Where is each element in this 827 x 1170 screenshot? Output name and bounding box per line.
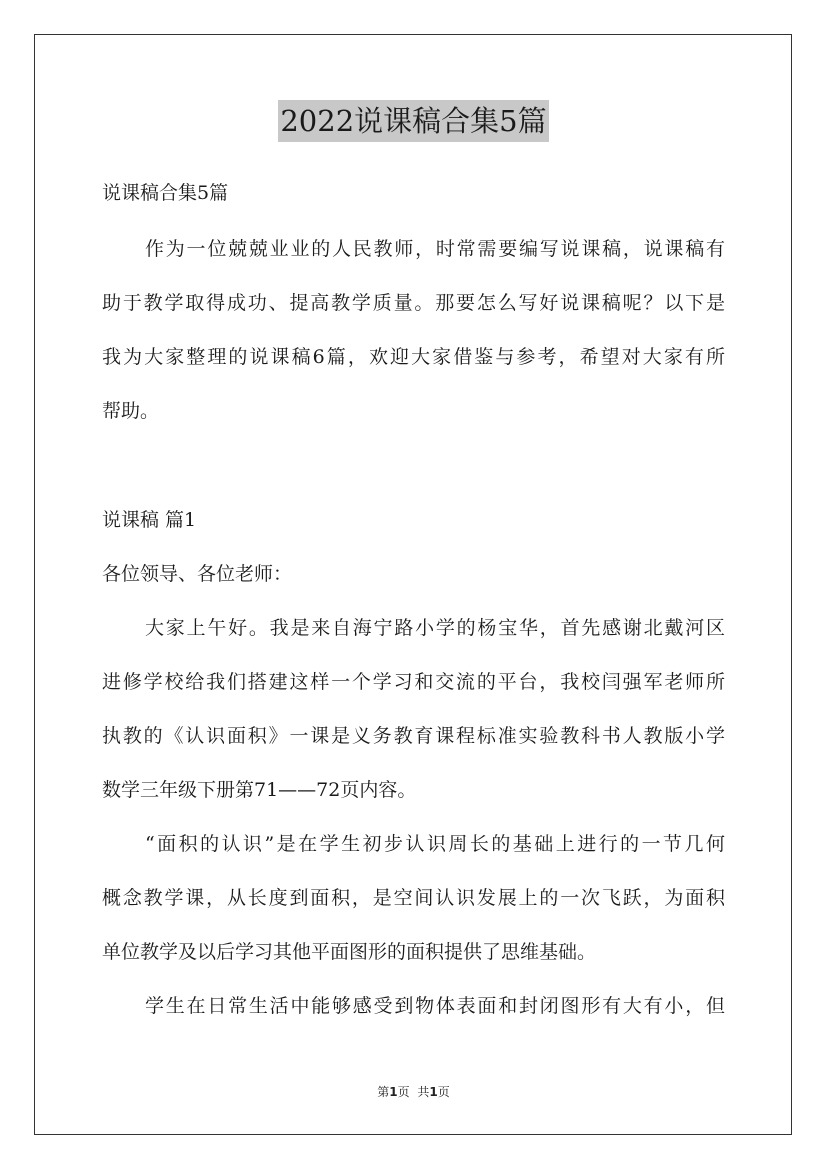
para3-line-1: 学生在日常生活中能够感受到物体表面和封闭图形有大有小，但 — [145, 995, 725, 1017]
para1-line-2: 进修学校给我们搭建这样一个学习和交流的平台，我校闫强军老师所 — [102, 671, 725, 693]
para1-line-1: 大家上午好。我是来自海宁路小学的杨宝华，首先感谢北戴河区 — [145, 617, 725, 639]
footer-page-prefix: 第 — [377, 1085, 390, 1099]
intro-line-3: 我为大家整理的说课稿6篇，欢迎大家借鉴与参考，希望对大家有所 — [102, 346, 725, 368]
para1-line-4: 数学三年级下册第71——72页内容。 — [102, 779, 417, 801]
page-footer — [0, 1083, 827, 1100]
footer-page-suffix: 页 — [397, 1085, 410, 1099]
para2-line-2: 概念教学课，从长度到面积，是空间认识发展上的一次飞跃，为面积 — [102, 887, 725, 909]
footer-total-number: 1 — [429, 1085, 438, 1099]
para1-line-3: 执教的《认识面积》一课是义务教育课程标准实验教科书人教版小学 — [102, 725, 725, 747]
title-container — [0, 100, 827, 142]
footer-total-suffix: 页 — [437, 1085, 450, 1099]
intro-line-2: 助于教学取得成功、提高教学质量。那要怎么写好说课稿呢？以下是 — [102, 292, 725, 314]
para2-line-3: 单位教学及以后学习其他平面图形的面积提供了思维基础。 — [102, 941, 597, 963]
salutation: 各位领导、各位老师： — [102, 563, 293, 585]
section-heading: 说课稿 篇1 — [102, 509, 197, 531]
footer-page-number: 1 — [389, 1085, 398, 1099]
footer-total-prefix: 共 — [417, 1085, 430, 1099]
subtitle: 说课稿合集5篇 — [102, 182, 229, 204]
intro-line-1: 作为一位兢兢业业的人民教师，时常需要编写说课稿，说课稿有 — [145, 238, 725, 260]
document-title: 2022说课稿合集5篇 — [278, 100, 548, 142]
para2-line-1: “面积的认识”是在学生初步认识周长的基础上进行的一节几何 — [145, 833, 725, 855]
intro-line-4: 帮助。 — [102, 400, 160, 422]
